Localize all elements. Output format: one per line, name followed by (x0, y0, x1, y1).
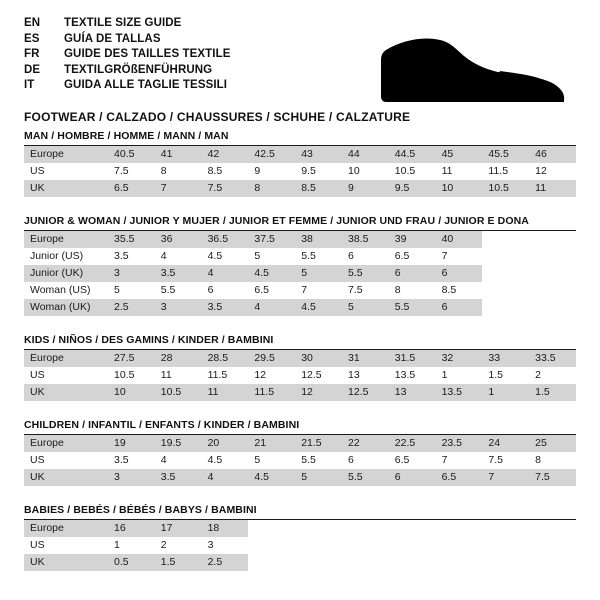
size-cell: 35.5 (108, 231, 155, 248)
size-cell: 31 (342, 350, 389, 367)
size-cell: 33.5 (529, 350, 576, 367)
table-row (24, 350, 576, 367)
size-cell: 12 (535, 165, 547, 177)
size-cell: 28 (155, 350, 202, 367)
size-section (24, 215, 576, 316)
empty-cell (295, 520, 342, 537)
section-title: CHILDREN / INFANTIL / ENFANTS / KINDER / BAMBINI (24, 419, 576, 435)
size-cell: 0.5 (108, 554, 155, 571)
empty-cell (529, 282, 576, 299)
empty-cell (295, 537, 342, 554)
size-cell: 22.5 (389, 435, 436, 452)
size-cell: 20 (202, 435, 249, 452)
size-cell: 40 (436, 231, 483, 248)
row-label: US (30, 165, 45, 177)
size-cell: 3.5 (202, 299, 249, 316)
size-cell: 4.5 (207, 454, 223, 466)
size-cell: 5.5 (160, 284, 176, 296)
section-title: JUNIOR & WOMAN / JUNIOR Y MUJER / JUNIOR ET FEMME / JUNIOR UND FRAU / JUNIOR E DONA (24, 215, 576, 231)
size-cell: 39 (389, 231, 436, 248)
size-cell: 6 (436, 265, 483, 282)
size-cell: 5.5 (342, 265, 389, 282)
footwear-title: FOOTWEAR / CALZADO / CHAUSSURES / SCHUHE / CALZATURE (24, 109, 411, 124)
size-section (24, 130, 576, 197)
language-code: FR (24, 48, 40, 60)
size-cell: 6 (436, 299, 483, 316)
table-row (24, 282, 576, 299)
table-row (24, 435, 576, 452)
table-row (24, 231, 576, 248)
size-cell: 8 (160, 165, 167, 177)
size-cell: 36 (155, 231, 202, 248)
size-cell: 1.5 (488, 369, 503, 381)
size-cell: 10 (108, 384, 155, 401)
row-label: Europe (24, 146, 108, 163)
empty-cell (389, 554, 436, 571)
size-cell: 7 (155, 180, 202, 197)
size-table (24, 435, 576, 486)
size-cell: 7.5 (529, 469, 576, 486)
dress-shoe-icon (380, 32, 570, 108)
size-cell: 8 (394, 284, 401, 296)
size-cell: 11 (202, 384, 249, 401)
table-row (24, 384, 576, 401)
size-cell: 5 (295, 265, 342, 282)
size-cell: 37.5 (248, 231, 295, 248)
section-title: MAN / HOMBRE / HOMME / MANN / MAN (24, 130, 576, 146)
size-cell: 31.5 (389, 350, 436, 367)
size-cell: 6.5 (394, 454, 410, 466)
size-cell: 45 (436, 146, 483, 163)
size-cell: 40.5 (108, 146, 155, 163)
language-row (24, 78, 231, 94)
size-cell: 6 (207, 284, 214, 296)
size-cell: 12.5 (342, 384, 389, 401)
row-label: Europe (24, 350, 108, 367)
size-cell: 9 (254, 165, 261, 177)
empty-cell (436, 520, 483, 537)
size-cell: 1 (441, 369, 448, 381)
size-cell: 5 (254, 454, 261, 466)
size-cell: 9.5 (301, 165, 316, 177)
empty-cell (482, 554, 529, 571)
size-cell: 10 (436, 180, 483, 197)
size-section (24, 419, 576, 486)
size-cell: 7.5 (114, 165, 129, 177)
size-cell: 4 (248, 299, 295, 316)
size-cell: 5 (342, 299, 389, 316)
empty-cell (482, 299, 529, 316)
row-label: UK (24, 180, 108, 197)
size-cell: 6.5 (394, 250, 410, 262)
size-cell: 23.5 (436, 435, 483, 452)
language-title: GUIDE DES TAILLES TEXTILE (64, 48, 231, 60)
empty-cell (529, 248, 576, 265)
size-cell: 1.5 (529, 384, 576, 401)
size-cell: 5.5 (389, 299, 436, 316)
size-cell: 11 (529, 180, 576, 197)
size-cell: 17 (155, 520, 202, 537)
row-label: UK (24, 384, 108, 401)
size-cell: 5 (295, 469, 342, 486)
table-row (24, 554, 576, 571)
size-cell: 12 (295, 384, 342, 401)
language-title: TEXTILGRÖßENFÜHRUNG (64, 63, 213, 76)
size-cell: 10 (347, 165, 360, 177)
empty-cell (482, 520, 529, 537)
size-cell: 42.5 (248, 146, 295, 163)
size-cell: 4 (160, 454, 167, 466)
table-row (24, 146, 576, 163)
row-label: UK (24, 554, 108, 571)
table-row (24, 367, 576, 384)
size-cell: 16 (108, 520, 155, 537)
size-cell: 3 (108, 265, 155, 282)
size-cell: 3.5 (155, 265, 202, 282)
row-label: Europe (24, 520, 108, 537)
size-cell: 5.5 (342, 469, 389, 486)
empty-cell (295, 554, 342, 571)
size-cell: 13 (347, 369, 360, 381)
size-cell: 45.5 (482, 146, 529, 163)
size-cell: 41 (155, 146, 202, 163)
size-cell: 3.5 (114, 250, 129, 262)
size-cell: 4 (160, 250, 167, 262)
size-cell: 8 (248, 180, 295, 197)
size-cell: 3.5 (114, 454, 129, 466)
table-row (24, 163, 576, 180)
empty-cell (529, 231, 576, 248)
size-cell: 27.5 (108, 350, 155, 367)
size-table (24, 231, 576, 316)
empty-cell (482, 537, 529, 554)
size-cell: 38 (295, 231, 342, 248)
size-cell: 13.5 (436, 384, 483, 401)
empty-cell (342, 554, 389, 571)
empty-cell (529, 537, 576, 554)
language-title-list (24, 16, 231, 94)
size-cell: 2 (535, 369, 542, 381)
size-cell: 7 (301, 284, 308, 296)
size-cell: 46 (529, 146, 576, 163)
size-cell: 6.5 (108, 180, 155, 197)
table-row (24, 180, 576, 197)
empty-cell (529, 520, 576, 537)
size-cell: 4.5 (248, 469, 295, 486)
size-cell: 12.5 (301, 369, 322, 381)
size-cell: 36.5 (202, 231, 249, 248)
empty-cell (529, 554, 576, 571)
size-section (24, 334, 576, 401)
size-cell: 11.5 (248, 384, 295, 401)
size-cell: 1 (114, 539, 120, 551)
language-title: GUÍA DE TALLAS (64, 32, 161, 45)
size-cell: 1.5 (155, 554, 202, 571)
row-label: Europe (24, 435, 108, 452)
language-row (24, 32, 231, 48)
table-row (24, 452, 576, 469)
empty-cell (529, 265, 576, 282)
size-cell: 3 (155, 299, 202, 316)
size-table (24, 146, 576, 197)
language-row (24, 47, 231, 63)
size-cell: 19 (108, 435, 155, 452)
empty-cell (482, 248, 529, 265)
table-row (24, 265, 576, 282)
size-cell: 12 (254, 369, 267, 381)
size-cell: 44.5 (389, 146, 436, 163)
size-cell: 2 (160, 539, 167, 551)
empty-cell (482, 231, 529, 248)
size-cell: 4 (202, 265, 249, 282)
size-cell: 7 (441, 250, 448, 262)
language-row (24, 16, 231, 32)
size-cell: 29.5 (248, 350, 295, 367)
section-title: BABIES / BEBÉS / BÉBÉS / BABYS / BAMBINI (24, 504, 576, 520)
size-cell: 5.5 (301, 250, 316, 262)
size-cell: 2.5 (202, 554, 249, 571)
size-cell: 8 (535, 454, 542, 466)
empty-cell (389, 537, 436, 554)
size-cell: 4.5 (248, 265, 295, 282)
size-cell: 2.5 (108, 299, 155, 316)
size-cell: 7 (482, 469, 529, 486)
language-title: GUIDA ALLE TAGLIE TESSILI (64, 79, 228, 91)
size-cell: 7 (441, 454, 448, 466)
size-cell: 6.5 (436, 469, 483, 486)
empty-cell (248, 520, 295, 537)
empty-cell (436, 537, 483, 554)
size-cell: 11 (441, 165, 453, 177)
size-section (24, 504, 576, 571)
empty-cell (342, 537, 389, 554)
size-table (24, 350, 576, 401)
row-label: US (30, 454, 45, 466)
size-cell: 21 (248, 435, 295, 452)
row-label: Woman (UK) (24, 299, 108, 316)
size-cell: 6 (347, 250, 354, 262)
size-cell: 8.5 (207, 165, 223, 177)
size-cell: 25 (529, 435, 576, 452)
size-cell: 18 (202, 520, 249, 537)
size-cell: 8.5 (295, 180, 342, 197)
table-row (24, 299, 576, 316)
language-title: TEXTILE SIZE GUIDE (64, 17, 182, 29)
size-cell: 43 (295, 146, 342, 163)
row-label: Junior (UK) (24, 265, 108, 282)
size-cell: 1 (482, 384, 529, 401)
size-cell: 24 (482, 435, 529, 452)
size-cell: 33 (482, 350, 529, 367)
size-cell: 7.5 (202, 180, 249, 197)
size-cell: 4.5 (207, 250, 223, 262)
table-row (24, 248, 576, 265)
table-row (24, 469, 576, 486)
row-label: Europe (24, 231, 108, 248)
size-cell: 44 (342, 146, 389, 163)
size-cell: 3 (108, 469, 155, 486)
size-cell: 5 (254, 250, 261, 262)
sections-container (24, 130, 576, 571)
size-cell: 11.5 (488, 165, 509, 177)
row-label: UK (24, 469, 108, 486)
size-cell: 13.5 (394, 369, 416, 381)
empty-cell (389, 520, 436, 537)
empty-cell (436, 554, 483, 571)
size-cell: 21.5 (295, 435, 342, 452)
language-row (24, 63, 231, 79)
language-code: ES (24, 32, 40, 45)
size-cell: 7.5 (347, 284, 363, 296)
size-cell: 9 (342, 180, 389, 197)
size-cell: 10.5 (155, 384, 202, 401)
size-cell: 11 (160, 369, 172, 381)
section-title: KIDS / NIÑOS / DES GAMINS / KINDER / BAMBINI (24, 334, 576, 350)
size-cell: 32 (436, 350, 483, 367)
empty-cell (248, 554, 295, 571)
empty-cell (248, 537, 295, 554)
empty-cell (482, 282, 529, 299)
size-cell: 4.5 (295, 299, 342, 316)
row-label: US (30, 369, 45, 381)
empty-cell (482, 265, 529, 282)
size-cell: 4 (202, 469, 249, 486)
size-cell: 10.5 (482, 180, 529, 197)
language-code: DE (24, 63, 41, 76)
size-cell: 19.5 (155, 435, 202, 452)
size-cell: 6.5 (254, 284, 269, 296)
size-cell: 42 (202, 146, 249, 163)
size-cell: 6 (389, 265, 436, 282)
size-cell: 6 (347, 454, 354, 466)
size-cell: 11.5 (207, 369, 228, 381)
language-code: IT (24, 79, 35, 91)
size-table (24, 520, 576, 571)
row-label: Junior (US) (30, 250, 84, 262)
empty-cell (529, 299, 576, 316)
size-cell: 13 (389, 384, 436, 401)
size-cell: 10.5 (394, 165, 416, 177)
document-header (24, 16, 576, 124)
size-cell: 6 (389, 469, 436, 486)
row-label: US (30, 539, 45, 551)
language-code: EN (24, 17, 41, 29)
table-row (24, 520, 576, 537)
size-cell: 28.5 (202, 350, 249, 367)
size-cell: 38.5 (342, 231, 389, 248)
table-row (24, 537, 576, 554)
size-cell: 5 (114, 284, 120, 296)
size-cell: 5.5 (301, 454, 316, 466)
size-cell: 22 (342, 435, 389, 452)
size-cell: 7.5 (488, 454, 503, 466)
size-cell: 10.5 (114, 369, 135, 381)
row-label: Woman (US) (30, 284, 91, 296)
size-cell: 9.5 (389, 180, 436, 197)
size-cell: 3 (207, 539, 214, 551)
size-cell: 8.5 (441, 284, 457, 296)
size-cell: 3.5 (155, 469, 202, 486)
empty-cell (342, 520, 389, 537)
size-cell: 30 (295, 350, 342, 367)
